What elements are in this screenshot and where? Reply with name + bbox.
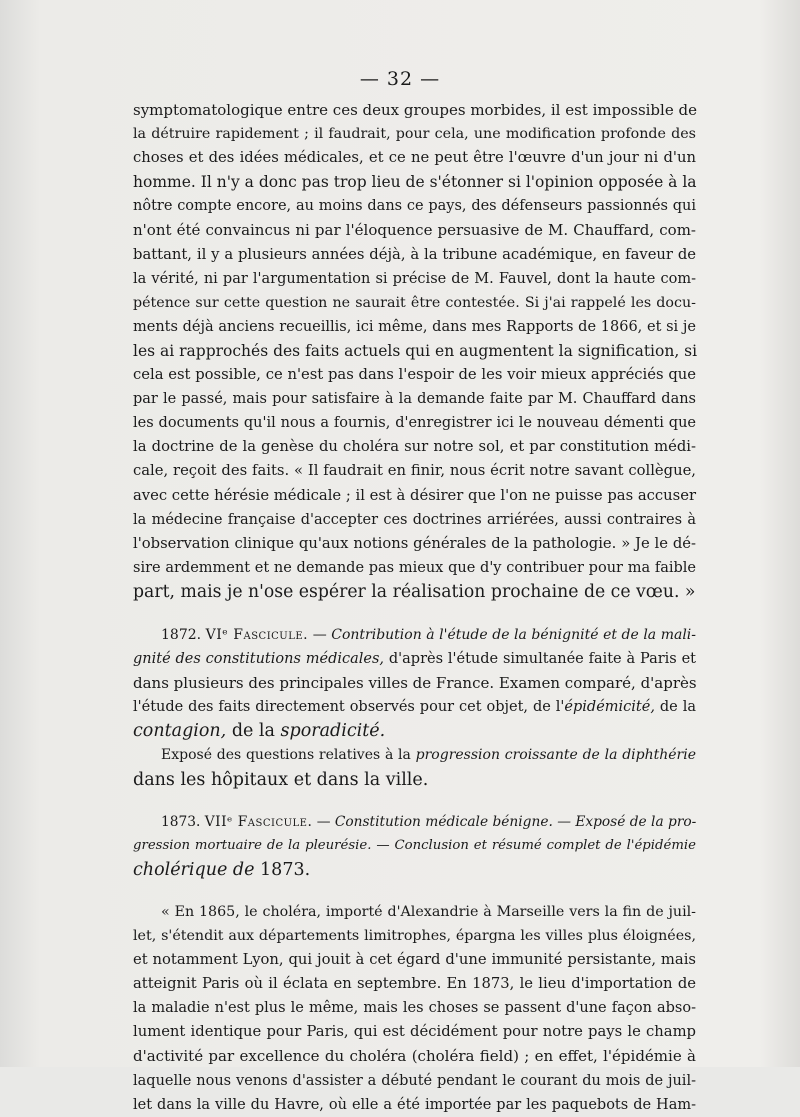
body-text [133,98,696,1117]
text-line: 1872. VIᵉ Fascicule. — Contribution à l'étude de la bénignité et de la mali- [161,626,697,643]
text-line: dans les hôpitaux et dans la ville. [133,769,429,790]
section-year: 1872. [161,626,202,643]
text-line: l'observation clinique qu'aux notions générales de la pathologie. » Je le dé- [133,534,696,552]
text-line: laquelle nous venons d'assister a débuté pendant le courant du mois de juil- [133,1072,696,1089]
text-line: ments déjà anciens recueillis, ici même, dans mes Rapports de 1866, et si je [133,318,696,335]
text-line: et notamment Lyon, qui jouit à cet égard d'une immunité persistante, mais [133,951,696,969]
text-line: par le passé, mais pour satisfaire à la demande faite par M. Chauffard dans [133,391,696,408]
text-line: nôtre compte encore, au moins dans ce pays, des défenseurs passionnés qui [133,198,696,215]
text-line: avec cette hérésie médicale ; il est à désirer que l'on ne puisse pas accuser [133,486,696,504]
text-line: cholérique de 1873. [133,859,311,880]
text-line: part, mais je n'ose espérer la réalisation prochaine de ce vœu. » [133,581,696,602]
text-line: let dans la ville du Havre, où elle a été importée par les paquebots de Ham- [133,1096,696,1113]
text-line: sire ardemment et ne demande pas mieux que d'y contribuer pour ma faible [133,559,696,576]
fascicle-label: VIIᵉ Fascicule. [204,813,313,830]
text-line: n'ont été convaincus ni par l'éloquence persuasive de M. Chauffard, com- [133,221,696,240]
text-line: let, s'étendit aux départements limitrophes, épargna les villes plus éloignées, [133,928,696,944]
text-line: cale, reçoit des faits. « Il faudrait en finir, nous écrit notre savant collègue, [133,462,696,480]
text-line: cela est possible, ce n'est pas dans l'espoir de les voir mieux appréciés que [133,366,696,384]
text-line: 1873. VIIᵉ Fascicule. — Constitution médicale bénigne. — Exposé de la pro- [161,813,697,830]
text-line: symptomatologique entre ces deux groupes morbides, il est impossible de [133,101,697,119]
text-line: pétence sur cette question ne saurait être contestée. Si j'ai rappelé les docu- [133,294,696,311]
section-1873 [133,810,696,882]
text-line: la vérité, ni par l'argumentation si précise de M. Fauvel, dont la haute com- [133,270,696,287]
text-line: la maladie n'est plus le même, mais les choses se passent d'une façon abso- [133,1000,696,1017]
text-line: l'étude des faits directement observés pour cet objet, de l'épidémicité, de la [133,699,696,716]
section-year: 1873. [161,813,201,830]
text-line: Exposé des questions relatives à la progression croissante de la diphthérie [161,747,696,764]
fascicle-label: VIᵉ Fascicule. [205,626,309,643]
text-line: battant, il y a plusieurs années déjà, à la tribune académique, en faveur de [133,245,696,263]
text-line: d'activité par excellence du choléra (choléra field) ; en effet, l'épidémie à [133,1047,696,1066]
text-line: la doctrine de la genèse du choléra sur notre sol, et par constitution médi- [133,438,696,456]
text-line: la détruire rapidement ; il faudrait, pour cela, une modification profonde des [133,126,696,143]
text-line: dans plusieurs des principales villes de France. Examen comparé, d'après [133,674,697,693]
paragraph-quote [133,900,696,1117]
paragraph-continuation [133,98,696,604]
page-number: — 32 — [359,68,441,90]
section-title: Constitution médicale bénigne. — Exposé de la pro- [334,813,697,830]
text-line: la médecine française d'accepter ces doctrines arriérées, aussi contraires à [133,511,696,528]
text-line: atteignit Paris où il éclata en septembre. En 1873, le lieu d'importation de [133,975,696,993]
text-line: « En 1865, le choléra, importé d'Alexandrie à Marseille vers la fin de juil- [161,903,696,920]
text-line: lument identique pour Paris, qui est décidément pour notre pays le champ [133,1023,696,1041]
section-1872 [133,623,696,792]
text-line: gression mortuaire de la pleurésie. — Conclusion et résumé complet de l'épidémie [133,837,696,853]
text-line: gnité des constitutions médicales, d'après l'étude simultanée faite à Paris et [133,651,696,668]
text-line: choses et des idées médicales, et ce ne peut être l'œuvre d'un jour ni d'un [133,149,696,167]
text-line: les documents qu'il nous a fournis, d'enregistrer ici le nouveau démenti que [133,415,696,432]
text-line: contagion, de la sporadicité. [133,721,386,742]
text-line: les ai rapprochés des faits actuels qui en augmentent la signification, si [133,341,698,360]
section-title: Contribution à l'étude de la bénignité et de la mali- [331,626,697,643]
text-line: homme. Il n'y a donc pas trop lieu de s'étonner si l'opinion opposée à la [133,173,697,192]
